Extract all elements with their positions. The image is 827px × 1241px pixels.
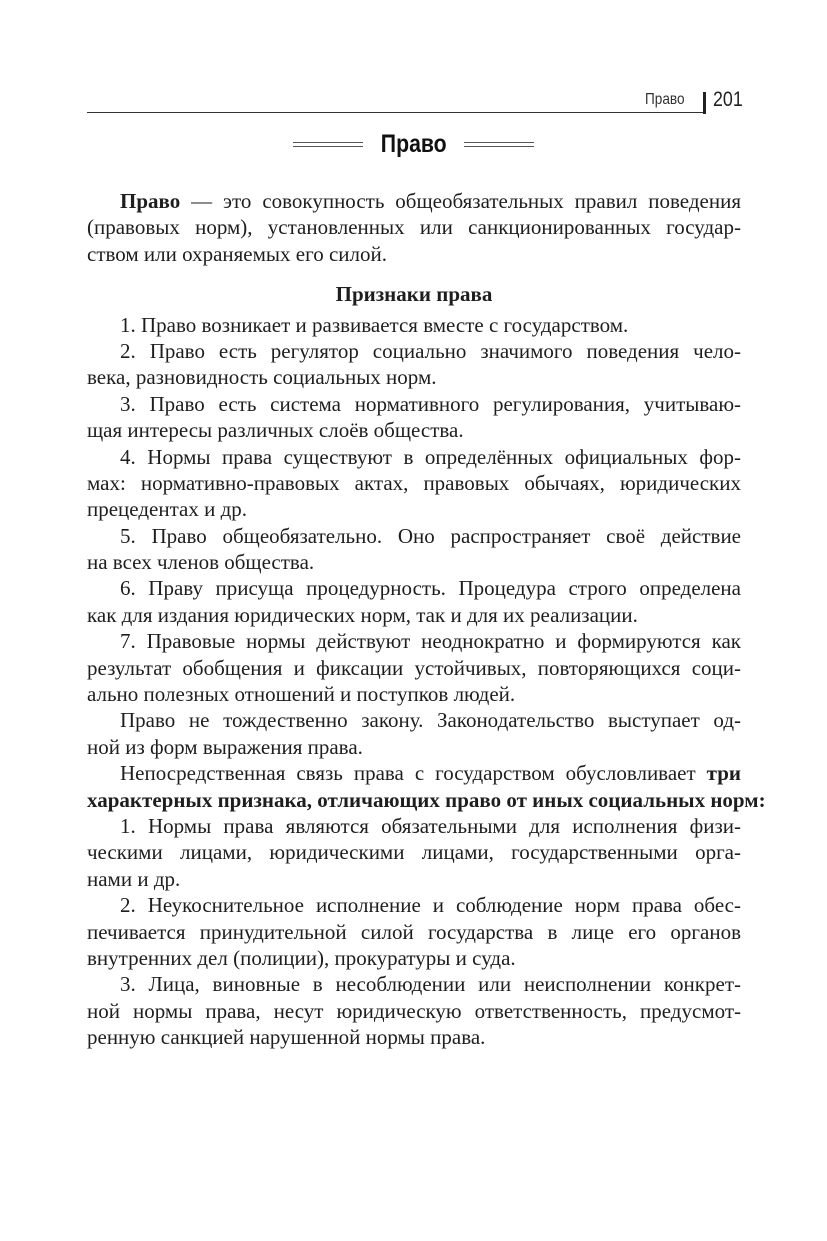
header-section-title: Право	[645, 91, 685, 108]
text-line	[87, 971, 741, 997]
text: Право не тождественно закону. Законодательство выступает од-	[120, 708, 741, 733]
running-header	[87, 86, 741, 114]
paragraph	[87, 813, 741, 892]
text-line	[87, 945, 741, 971]
text-line	[87, 312, 741, 338]
text: ством или охраняемых его силой.	[87, 241, 387, 266]
text: ренную санкцией нарушенной нормы права.	[87, 1025, 486, 1050]
text: результат обобщения и фиксации устойчивых, повторяющихся соци-	[87, 655, 741, 680]
text: 1. Нормы права являются обязательными для исполнения физи-	[120, 813, 741, 838]
text: как для издания юридических норм, так и для их реализации.	[87, 602, 638, 627]
text-line	[87, 523, 741, 549]
text-line	[87, 602, 741, 628]
text-line	[87, 681, 741, 707]
text-line	[87, 813, 741, 839]
text: 2. Неукоснительное исполнение и соблюдение норм права обес-	[120, 893, 741, 918]
chapter-title: Право	[380, 130, 447, 158]
paragraph	[87, 760, 766, 813]
header-rule	[87, 112, 704, 113]
text: 5. Право общеобязательно. Оно распространяет своё действие	[120, 523, 741, 548]
paragraph	[87, 338, 741, 391]
text-line	[87, 549, 741, 575]
text-line	[87, 364, 741, 390]
subheading: Признаки права	[335, 282, 493, 307]
text-line	[87, 391, 741, 417]
text: на всех членов общества.	[87, 550, 315, 575]
text-line	[87, 628, 741, 654]
text: прецедентах и др.	[87, 497, 248, 522]
paragraph	[87, 188, 741, 267]
paragraph	[87, 628, 741, 707]
paragraph	[87, 892, 741, 971]
text: печивается принудительной силой государства в лице его органов	[87, 919, 741, 944]
paragraph	[87, 971, 741, 1050]
text: ческими лицами, юридическими лицами, государственными орга-	[87, 840, 741, 865]
text: 2. Право есть регулятор социально значимого поведения чело-	[120, 338, 741, 363]
header-divider	[703, 92, 706, 114]
paragraph	[87, 575, 741, 628]
text-line	[87, 575, 741, 601]
text-line	[87, 998, 741, 1024]
text: Непосредственная связь права с государством обусловливает	[120, 761, 707, 786]
paragraph-list	[87, 312, 766, 1051]
text: 1. Право возникает и развивается вместе с государством.	[120, 312, 629, 337]
text: века, разновидность социальных норм.	[87, 365, 437, 390]
text-line	[87, 1024, 741, 1050]
text-line	[87, 734, 741, 760]
text-line	[87, 707, 741, 733]
text-line	[87, 338, 741, 364]
text-line	[87, 241, 741, 267]
paragraph	[87, 312, 741, 338]
text: 3. Лица, виновные в несоблюдении или неисполнении конкрет-	[120, 972, 741, 997]
text-line	[87, 417, 741, 443]
page-body	[87, 188, 766, 1051]
bold-text: три	[706, 761, 741, 786]
text: внутренних дел (полиции), прокуратуры и суда.	[87, 945, 516, 970]
text-line	[87, 655, 741, 681]
paragraph	[87, 707, 741, 760]
text: — это совокупность общеобязательных правил поведения	[180, 189, 741, 213]
intro-paragraph	[87, 188, 741, 267]
title-ornament-right	[464, 142, 534, 147]
text-line	[87, 760, 741, 786]
bold-text: характерных признака, отличающих право от иных социальных норм:	[87, 787, 766, 812]
text-line	[87, 919, 741, 945]
text: ально полезных отношений и поступков людей.	[87, 682, 516, 707]
text: 3. Право есть система нормативного регулирования, учитываю-	[120, 391, 741, 416]
text-line	[87, 866, 741, 892]
text-line	[87, 214, 741, 240]
paragraph	[87, 391, 741, 444]
text: 6. Праву присуща процедурность. Процедура строго определена	[120, 576, 741, 601]
page-number: 201	[713, 88, 743, 111]
text-line	[87, 787, 766, 813]
text: нами и др.	[87, 866, 181, 891]
text: 7. Правовые нормы действуют неоднократно и формируются как	[120, 629, 741, 654]
text-line	[87, 496, 741, 522]
text: мах: нормативно-правовых актах, правовых обычаях, юридических	[87, 470, 741, 495]
text-line	[87, 470, 741, 496]
paragraph	[87, 444, 741, 523]
text: 4. Нормы права существуют в определённых официальных фор-	[120, 444, 741, 469]
paragraph	[87, 523, 741, 576]
title-ornament-left	[293, 142, 363, 147]
text: ной нормы права, несут юридическую ответственность, предусмот-	[87, 998, 741, 1023]
text-line	[87, 188, 741, 214]
text-line	[87, 839, 741, 865]
bold-text: Право	[120, 189, 181, 213]
text: (правовых норм), установленных или санкционированных государ-	[87, 215, 741, 240]
text: ной из форм выражения права.	[87, 734, 363, 759]
text-line	[87, 444, 741, 470]
text: щая интересы различных слоёв общества.	[87, 418, 464, 443]
text-line	[87, 892, 741, 918]
chapter-title-block	[0, 130, 827, 159]
